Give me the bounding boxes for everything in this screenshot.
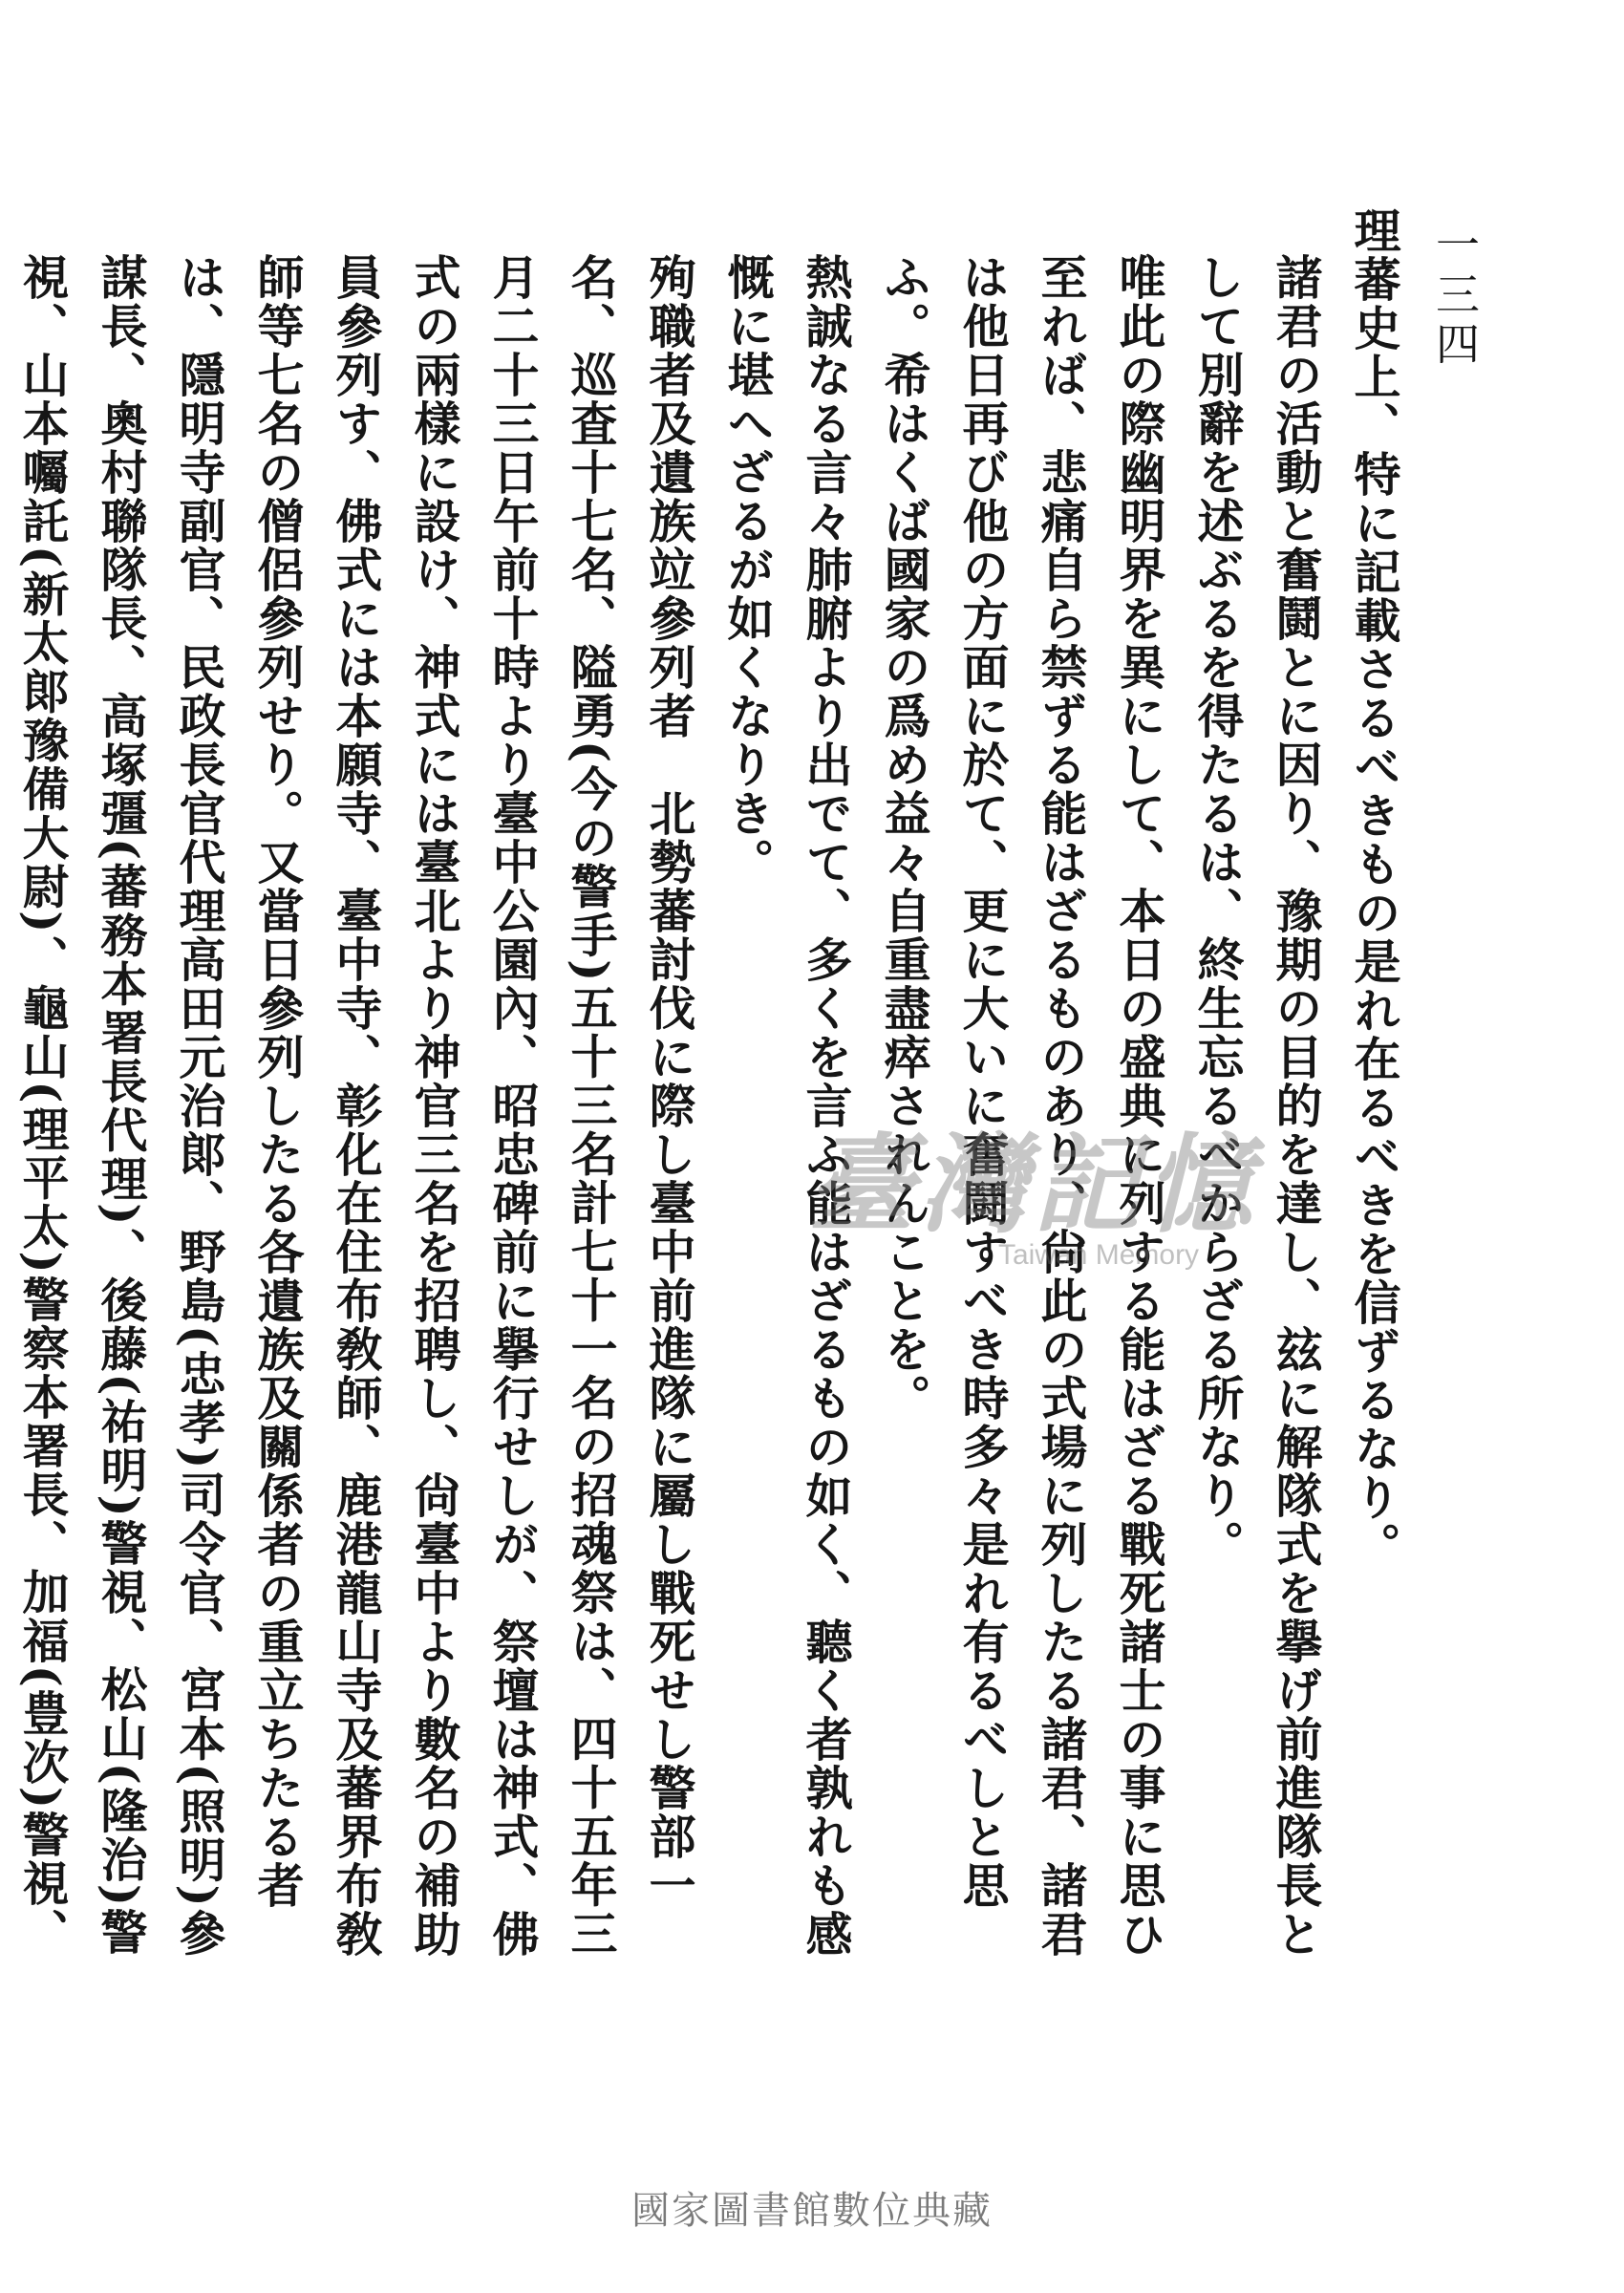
paragraph: 諸君の活動と奮鬪とに因り、豫期の目的を達し、玆に解隊式を擧げ前進隊長として別辭を述ぶるを得たるは、終生忘るべからざる所なり。 xyxy=(1190,253,1324,1959)
page-number: 一三四 xyxy=(1429,222,1481,371)
paragraph: 理蕃史上、特に記載さるべきもの是れ在るべきを信ずるなり。 xyxy=(1347,206,1402,1571)
watermark-en: Taiwan Memory xyxy=(998,1239,1200,1271)
body-text xyxy=(15,206,1414,1974)
paragraph: 唯此の際幽明界を異にして、本日の盛典に列する能はざる戰死諸士の事に思ひ至れば、悲痛自ら禁ずる能はざるものあり、尙此の式場に列したる諸君、諸君は他日再び他の方面に於て、更に大いに奮鬪すべき時多々是れ有るべしと思ふ。希はくば國家の爲め益々自重盡瘁されんことを。 xyxy=(877,253,1167,1959)
watermark-cjk: 臺灣記憶 xyxy=(807,1123,1258,1248)
paragraph: 殉職者及遺族竝參列者 北勢蕃討伐に際し臺中前進隊に屬し戰死せし警部一名、巡査十七名、隘勇(今の警手)五十三名計七十一名の招魂祭は、四十五年三月二十三日午前十時より臺中公園內、昭忠碑前に擧行せしが、祭壇は神式、佛式の兩樣に設け、神式には臺北より神官三名を招聘し、尙臺中より數名の補助員參列す、佛式には本願寺、臺中寺、彰化在住布敎師、鹿港龍山寺及蕃界布敎師等七名の僧侶參列せり。又當日參列したる各遺族及關係者の重立ちたる者は、隱明寺副官、民政長官代理高田元治郞、野島(忠孝)司令官、宮本(照明)參謀長、奧村聯隊長、高塚彊(蕃務本署長代理)、後藤(祐明)警視、松山(隆治)警視、山本囑託(新太郞豫備大尉)、龜山(理平太)警察本署長、加福(豊次)警視、 xyxy=(15,253,697,1959)
footer-label: 國家圖書館數位典藏 xyxy=(631,2189,993,2233)
paragraph: 熱誠なる言々肺腑より出でて、多くを言ふ能はざるもの如く、聽く者孰れも感慨に堪へざるが如くなりき。 xyxy=(720,253,854,1959)
